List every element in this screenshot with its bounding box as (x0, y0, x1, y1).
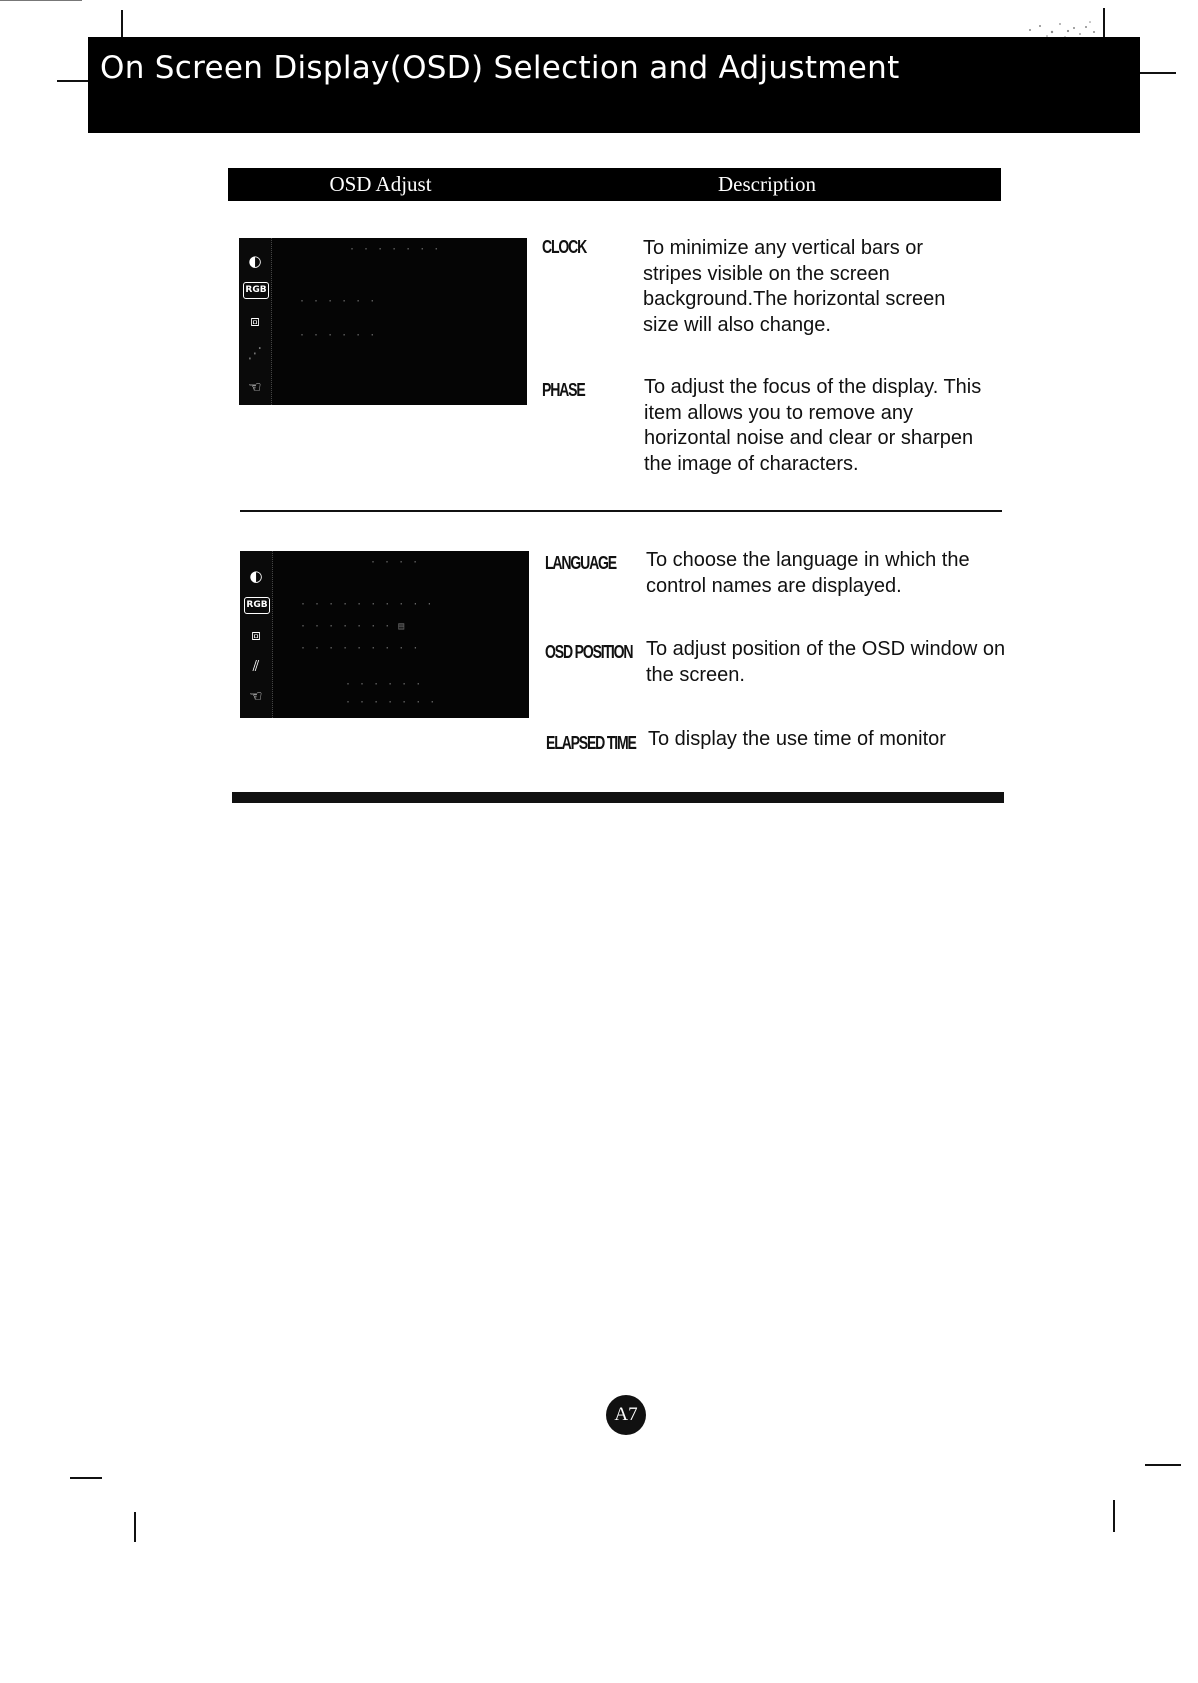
crop-mark (1145, 1464, 1181, 1466)
section-divider (240, 510, 1002, 512)
rgb-icon: RGB (244, 597, 270, 614)
brightness-icon: ◐ (248, 252, 262, 270)
osd-screenshot-tracking (239, 238, 527, 405)
screen-icon: ⧈ (250, 312, 260, 330)
tracking-icon: ⋰ (247, 344, 263, 362)
osd-menu-noise: · · · · · · · (345, 697, 437, 708)
osd-menu-noise: · · · · · · (345, 679, 423, 690)
column-header-description: Description (533, 168, 1001, 201)
crop-mark (0, 0, 82, 1)
term-language: LANGUAGE (545, 553, 616, 573)
description-clock: To minimize any vertical bars or stripes visible on the screen background.The horizontal screen size will also change. (643, 237, 946, 336)
scan-noise (1010, 10, 1106, 40)
description-elapsed-time: To display the use time of monitor (648, 728, 946, 750)
osd-icon-bar (239, 238, 272, 405)
term-elapsed-time: ELAPSED TIME (546, 733, 636, 753)
osd-menu-noise: · · · · · · · · · · (300, 599, 434, 610)
page-title: On Screen Display(OSD) Selection and Adjustment (100, 50, 900, 86)
description-osd-position: To adjust position of the OSD window on the screen. (646, 638, 1006, 686)
crop-mark (1113, 1500, 1115, 1532)
column-header-osd-adjust: OSD Adjust (228, 168, 533, 201)
table-bottom-rule (232, 792, 1004, 803)
screen-icon: ⧈ (251, 626, 261, 644)
term-phase: PHASE (542, 380, 585, 400)
crop-mark (70, 1477, 102, 1479)
crop-mark (1140, 72, 1176, 74)
osd-menu-noise: · · · · · · · ▤ (300, 621, 406, 632)
page-number-badge: A7 (606, 1395, 646, 1435)
brightness-icon: ◐ (249, 567, 263, 585)
setup-icon: ☜ (248, 378, 262, 396)
osd-menu-noise: · · · · · · · · · (300, 643, 420, 654)
osd-screenshot-setup (240, 551, 529, 718)
term-clock: CLOCK (542, 237, 587, 257)
description-language: To choose the language in which the control names are displayed. (646, 549, 970, 597)
osd-menu-noise: · · · · · · (299, 296, 377, 307)
osd-menu-noise: · · · · · · (299, 330, 377, 341)
osd-icon-bar (240, 551, 273, 718)
crop-mark (134, 1512, 136, 1542)
tracking-icon: ⫽ (252, 657, 260, 675)
osd-menu-noise: · · · · · · · (349, 244, 441, 255)
crop-mark (57, 80, 89, 82)
setup-icon: ☜ (249, 687, 263, 705)
description-phase: To adjust the focus of the display. This item allows you to remove any horizontal noise and clear or sharpen the image of characters. (644, 376, 982, 475)
term-osd-position: OSD POSITION (545, 642, 633, 662)
osd-menu-noise: · · · · (370, 557, 420, 568)
rgb-icon: RGB (243, 282, 269, 299)
